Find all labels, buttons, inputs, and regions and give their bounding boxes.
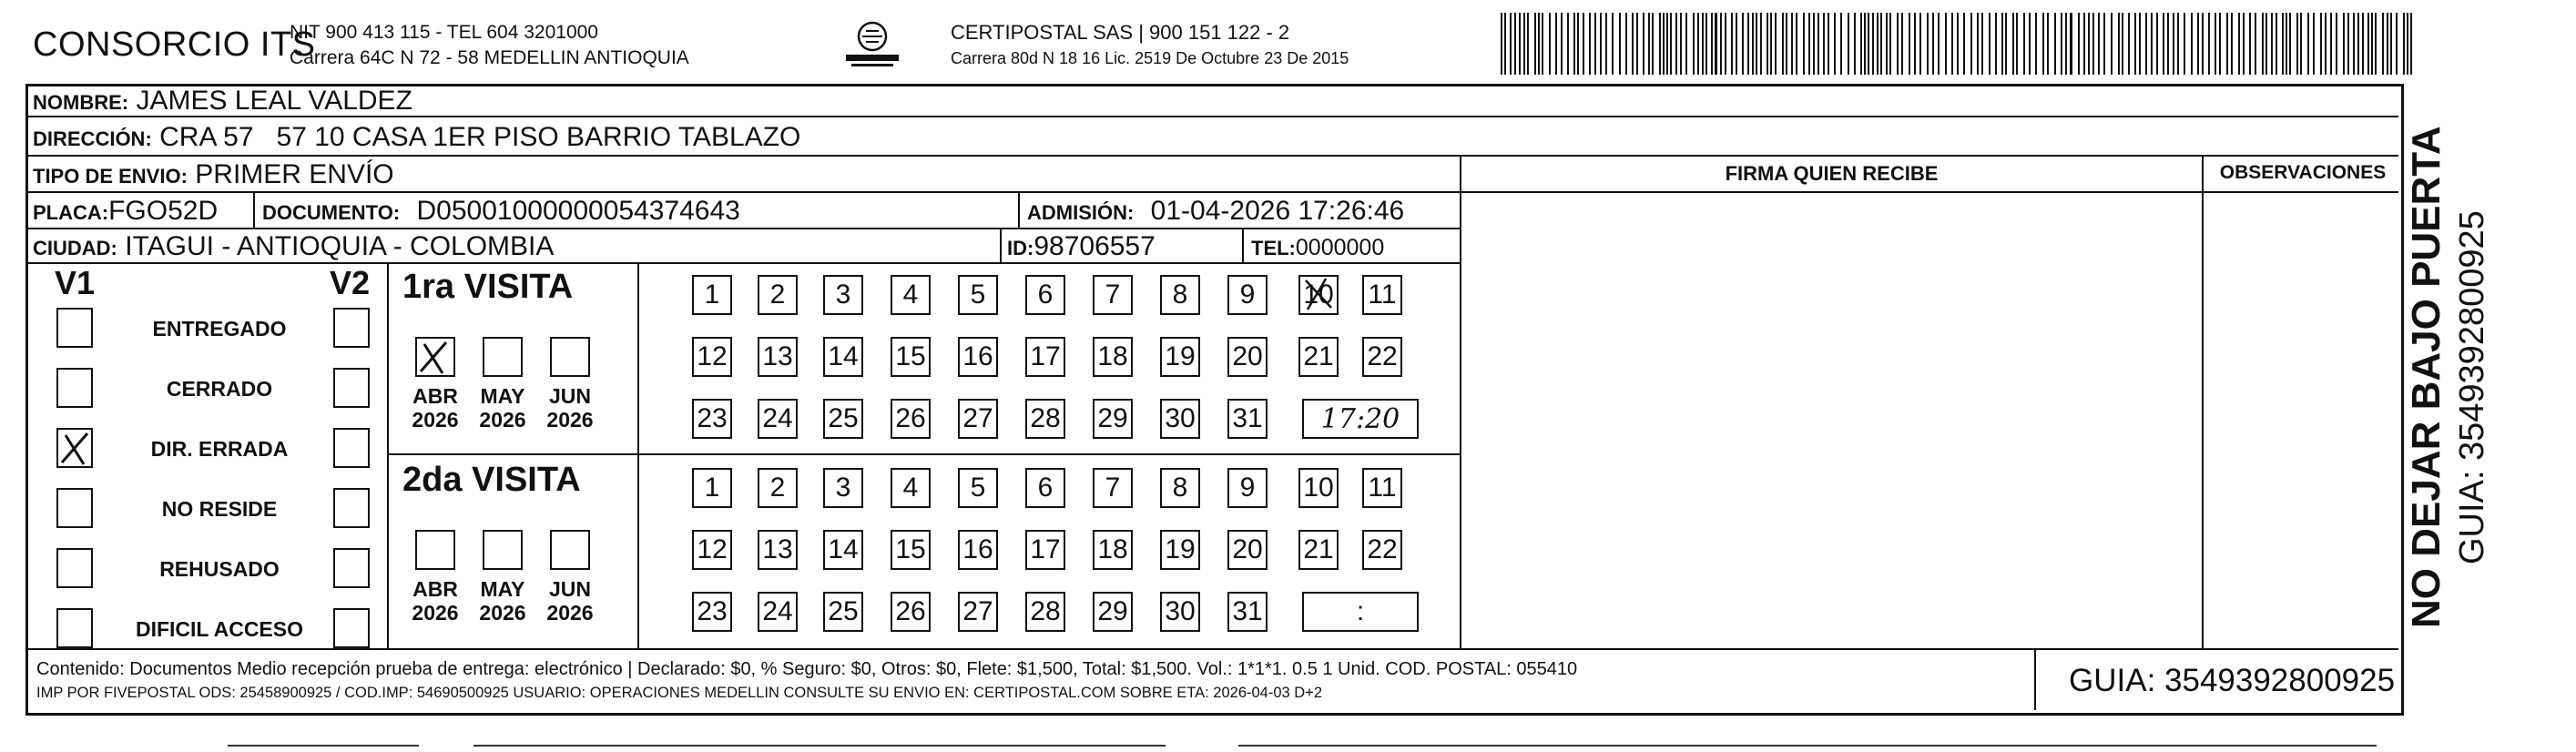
signature-area[interactable] bbox=[1462, 193, 2200, 646]
day-box[interactable]: 17 bbox=[1025, 530, 1065, 570]
status-v1-checkbox[interactable] bbox=[56, 548, 93, 588]
day-box[interactable]: 12 bbox=[692, 337, 732, 377]
document-label: DOCUMENTO: bbox=[262, 201, 401, 224]
visit-month-year: 2026 bbox=[546, 408, 594, 432]
id-label: ID: bbox=[1007, 237, 1034, 259]
city-label: CIUDAD: bbox=[33, 237, 117, 259]
status-label: DIFICIL ACCESO bbox=[135, 617, 303, 641]
type-label: TIPO DE ENVIO: bbox=[33, 165, 188, 188]
status-v1-checkbox[interactable] bbox=[56, 368, 93, 408]
day-box[interactable]: 27 bbox=[958, 592, 998, 632]
day-box[interactable]: 27 bbox=[958, 399, 998, 439]
observations-header: OBSERVACIONES bbox=[2219, 162, 2387, 183]
day-box[interactable]: 16 bbox=[958, 337, 998, 377]
visit-title: 2da VISITA bbox=[402, 461, 581, 499]
day-box[interactable]: 11 bbox=[1362, 468, 1402, 508]
recipient-address: CRA 57 57 10 CASA 1ER PISO BARRIO TABLAZO bbox=[159, 122, 801, 152]
status-v2-checkbox[interactable] bbox=[333, 608, 370, 648]
day-box[interactable]: 10 bbox=[1298, 468, 1339, 508]
tel-label: TEL: bbox=[1251, 237, 1296, 259]
visit-month-label bbox=[406, 577, 464, 625]
admission-label: ADMISIÓN: bbox=[1027, 201, 1135, 224]
day-box[interactable]: 6 bbox=[1025, 275, 1065, 315]
day-box[interactable]: 2 bbox=[758, 275, 798, 315]
day-box[interactable]: 31 bbox=[1227, 592, 1268, 632]
city-value: ITAGUI - ANTIOQUIA - COLOMBIA bbox=[125, 231, 555, 261]
day-box[interactable]: 16 bbox=[958, 530, 998, 570]
day-box[interactable]: 11 bbox=[1362, 275, 1402, 315]
day-box[interactable]: 9 bbox=[1227, 275, 1268, 315]
company-address-line: Carrera 64C N 72 - 58 MEDELLIN ANTIOQUIA bbox=[290, 47, 689, 68]
row-divider bbox=[25, 228, 1460, 229]
day-box[interactable]: 22 bbox=[1362, 530, 1402, 570]
day-box[interactable]: 14 bbox=[823, 530, 863, 570]
cut-line bbox=[228, 745, 419, 747]
day-box[interactable]: 29 bbox=[1093, 592, 1133, 632]
footer-guia-divider bbox=[2034, 648, 2036, 710]
admission-value: 01-04-2026 17:26:46 bbox=[1150, 196, 1405, 226]
day-box[interactable]: 26 bbox=[891, 399, 931, 439]
barcode bbox=[1501, 13, 2420, 75]
day-box[interactable]: 25 bbox=[823, 592, 863, 632]
v2-header: V2 bbox=[330, 264, 371, 301]
day-box[interactable]: 30 bbox=[1160, 399, 1200, 439]
day-box[interactable]: 1 bbox=[692, 468, 732, 508]
day-box[interactable]: 5 bbox=[958, 275, 998, 315]
visit-month-checkbox[interactable] bbox=[483, 337, 523, 377]
type-row bbox=[33, 159, 394, 190]
certipostal-info bbox=[951, 20, 1349, 71]
cut-line bbox=[1238, 745, 2377, 747]
plate-label: PLACA: bbox=[33, 201, 109, 224]
day-box[interactable]: 7 bbox=[1093, 275, 1133, 315]
visit-month-label bbox=[541, 384, 599, 432]
day-box[interactable]: 21 bbox=[1298, 337, 1339, 377]
status-v1-checkbox[interactable] bbox=[56, 608, 93, 648]
visit-month-label bbox=[473, 577, 532, 625]
day-number: 10 bbox=[1303, 279, 1334, 310]
certipostal-nit-line: CERTIPOSTAL SAS | 900 151 122 - 2 bbox=[951, 21, 1290, 44]
visit-month-name: JUN bbox=[548, 384, 591, 408]
day-box[interactable]: 20 bbox=[1227, 337, 1268, 377]
visit-month-year: 2026 bbox=[412, 601, 459, 625]
certipostal-address-line: Carrera 80d N 18 16 Lic. 2519 De Octubre 23 De 2015 bbox=[951, 49, 1349, 67]
name-row bbox=[33, 86, 412, 117]
day-box[interactable]: 18 bbox=[1093, 530, 1133, 570]
cut-line bbox=[473, 745, 1166, 747]
cell-divider bbox=[1242, 228, 1244, 262]
name-label: NOMBRE: bbox=[33, 91, 129, 114]
status-label: REHUSADO bbox=[159, 557, 280, 581]
day-box[interactable]: 3 bbox=[823, 275, 863, 315]
id-cell bbox=[1007, 231, 1156, 262]
company-name: CONSORCIO ITS bbox=[33, 25, 316, 64]
day-box[interactable]: 30 bbox=[1160, 592, 1200, 632]
visit-month-year: 2026 bbox=[546, 601, 594, 625]
visit-month-name: ABR bbox=[412, 384, 458, 408]
certipostal-logo bbox=[842, 18, 902, 69]
day-box[interactable]: 20 bbox=[1227, 530, 1268, 570]
plate-cell bbox=[33, 196, 218, 227]
day-box[interactable]: 23 bbox=[692, 592, 732, 632]
row-divider bbox=[25, 155, 2398, 157]
day-box[interactable]: 9 bbox=[1227, 468, 1268, 508]
status-v2-checkbox[interactable] bbox=[333, 308, 370, 348]
status-v1-checkbox[interactable] bbox=[56, 308, 93, 348]
status-label: CERRADO bbox=[166, 377, 273, 401]
day-box[interactable]: 14 bbox=[823, 337, 863, 377]
footer-divider bbox=[25, 648, 2398, 650]
status-v1-checkbox[interactable] bbox=[56, 488, 93, 528]
day-box[interactable]: 4 bbox=[891, 468, 931, 508]
visit-month-checkbox[interactable] bbox=[415, 530, 455, 570]
day-box[interactable]: 6 bbox=[1025, 468, 1065, 508]
v1-header: V1 bbox=[55, 264, 96, 301]
visits-row-divider bbox=[387, 453, 1460, 455]
day-box[interactable]: 24 bbox=[758, 592, 798, 632]
cell-divider bbox=[1018, 191, 1020, 228]
day-box[interactable]: 15 bbox=[891, 530, 931, 570]
document-value: D05001000000054374643 bbox=[416, 196, 740, 226]
visit-time-box[interactable]: : bbox=[1302, 592, 1419, 632]
day-box[interactable]: 28 bbox=[1025, 399, 1065, 439]
day-box[interactable]: 26 bbox=[891, 592, 931, 632]
city-cell bbox=[33, 231, 554, 262]
signature-header: FIRMA QUIEN RECIBE bbox=[1725, 162, 1939, 185]
status-v2-checkbox[interactable] bbox=[333, 428, 370, 468]
day-box[interactable]: 23 bbox=[692, 399, 732, 439]
visits-divider bbox=[637, 262, 639, 648]
visit-month-checkbox[interactable] bbox=[483, 530, 523, 570]
visit-month-label bbox=[541, 577, 599, 625]
day-box[interactable]: 28 bbox=[1025, 592, 1065, 632]
day-box[interactable]: 31 bbox=[1227, 399, 1268, 439]
day-box[interactable]: 7 bbox=[1093, 468, 1133, 508]
document-cell bbox=[262, 196, 740, 227]
address-label: DIRECCIÓN: bbox=[33, 127, 152, 150]
day-box[interactable]: 18 bbox=[1093, 337, 1133, 377]
day-box[interactable]: 21 bbox=[1298, 530, 1339, 570]
day-box[interactable]: 13 bbox=[758, 530, 798, 570]
status-v2-checkbox[interactable] bbox=[333, 488, 370, 528]
status-v2-checkbox[interactable] bbox=[333, 368, 370, 408]
visit-month-name: JUN bbox=[548, 577, 591, 601]
day-box[interactable]: 17 bbox=[1025, 337, 1065, 377]
visit-month-name: ABR bbox=[412, 577, 458, 601]
status-v2-checkbox[interactable] bbox=[333, 548, 370, 588]
admission-cell bbox=[1027, 196, 1404, 227]
shipment-type: PRIMER ENVÍO bbox=[195, 159, 394, 189]
company-nit-line: NIT 900 413 115 - TEL 604 3201000 bbox=[290, 22, 598, 43]
visit-title: 1ra VISITA bbox=[402, 268, 574, 306]
observations-divider bbox=[2202, 155, 2204, 648]
address-row bbox=[33, 122, 800, 153]
day-box[interactable]: 8 bbox=[1160, 468, 1200, 508]
visit-month-name: MAY bbox=[480, 577, 525, 601]
day-box[interactable]: 29 bbox=[1093, 399, 1133, 439]
status-divider bbox=[387, 262, 389, 648]
visit-month-name: MAY bbox=[480, 384, 525, 408]
observations-area[interactable] bbox=[2204, 193, 2399, 646]
day-box[interactable]: 24 bbox=[758, 399, 798, 439]
footer-print-info: IMP POR FIVEPOSTAL ODS: 25458900925 / COD.IMP: 54690500925 USUARIO: OPERACIONES MEDELLIN CONSULTE SU ENVIO EN: CERTIPOSTAL.COM SOBRE ETA: 2026-04-03 D+2 bbox=[36, 685, 1323, 701]
visit-month-checkbox[interactable] bbox=[415, 337, 455, 377]
cell-divider bbox=[1000, 228, 1002, 262]
status-label: NO RESIDE bbox=[161, 497, 278, 521]
visit-month-year: 2026 bbox=[412, 408, 459, 432]
footer-guia: GUIA: 3549392800925 bbox=[2069, 663, 2396, 698]
status-label: DIR. ERRADA bbox=[150, 437, 289, 461]
side-guia: GUIA: 3549392800925 bbox=[2453, 210, 2491, 564]
day-box[interactable]: 19 bbox=[1160, 530, 1200, 570]
day-box[interactable]: 3 bbox=[823, 468, 863, 508]
signature-divider bbox=[1460, 155, 1461, 648]
day-box[interactable]: 1 bbox=[692, 275, 732, 315]
day-box[interactable]: 22 bbox=[1362, 337, 1402, 377]
recipient-name: JAMES LEAL VALDEZ bbox=[136, 86, 412, 116]
side-warning: NO DEJAR BAJO PUERTA bbox=[2404, 126, 2449, 628]
row-divider bbox=[25, 262, 1460, 264]
day-box[interactable]: 8 bbox=[1160, 275, 1200, 315]
id-value: 98706557 bbox=[1033, 231, 1156, 261]
tel-value: 0000000 bbox=[1295, 235, 1385, 260]
day-box[interactable]: 15 bbox=[891, 337, 931, 377]
visit-time-box[interactable]: 17:20 bbox=[1302, 399, 1419, 439]
visit-month-checkbox[interactable] bbox=[550, 530, 590, 570]
day-box[interactable]: 4 bbox=[891, 275, 931, 315]
footer-contents: Contenido: Documentos Medio recepción prueba de entrega: electrónico | Declarado: $0, % Seguro: $0, Otros: $0, Flete: $1,500, Total: $1,500. Vol.: 1*1*1. 0.5 1 Unid. COD. POSTAL: 055410 bbox=[36, 659, 1578, 679]
day-box[interactable]: 2 bbox=[758, 468, 798, 508]
day-box[interactable] bbox=[1298, 275, 1339, 315]
visit-month-year: 2026 bbox=[479, 408, 526, 432]
visit-month-label bbox=[473, 384, 532, 432]
day-box[interactable]: 19 bbox=[1160, 337, 1200, 377]
cell-divider bbox=[253, 191, 255, 228]
visit-month-year: 2026 bbox=[479, 601, 526, 625]
day-box[interactable]: 5 bbox=[958, 468, 998, 508]
plate-value: FGO52D bbox=[108, 196, 219, 226]
status-label: ENTREGADO bbox=[152, 317, 287, 340]
tel-cell bbox=[1251, 231, 1384, 262]
company-info bbox=[290, 20, 689, 71]
day-box[interactable]: 13 bbox=[758, 337, 798, 377]
visit-month-checkbox[interactable] bbox=[550, 337, 590, 377]
status-v1-checkbox[interactable] bbox=[56, 428, 93, 468]
visit-month-label bbox=[406, 384, 464, 432]
day-box[interactable]: 25 bbox=[823, 399, 863, 439]
day-box[interactable]: 12 bbox=[692, 530, 732, 570]
